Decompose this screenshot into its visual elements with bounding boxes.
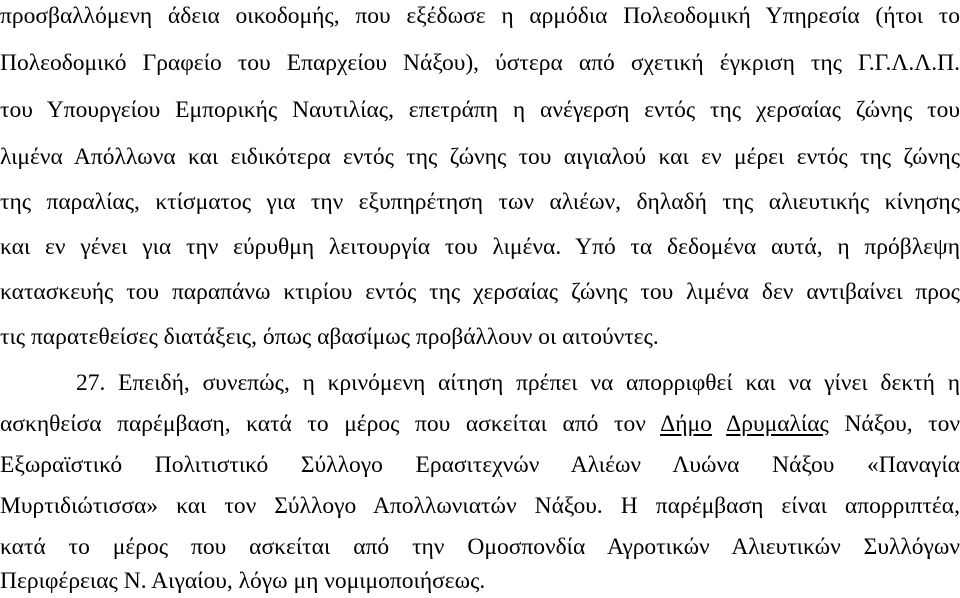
text-line: Μυρτιδιώτισσα» και τον Σύλλογο Απολλωνιατών Νάξου. Η παρέμβαση είναι απορριπτέα, (0, 493, 960, 519)
underlined-text: Δήμο (660, 411, 712, 437)
text-segment: Νάξου, τον (828, 411, 960, 437)
text-segment: ασκηθείσα παρέμβαση, κατά το μέρος που ασκείται από τον (0, 411, 661, 437)
text-line: του Υπουργείου Εμπορικής Ναυτιλίας, επετράπη η ανέγερση εντός της χερσαίας ζώνης του (0, 97, 960, 123)
text-line: κατά το μέρος που ασκείται από την Ομοσπονδία Αγροτικών Αλιευτικών Συλλόγων (0, 534, 960, 560)
paragraph-27-first-line: 27. Επειδή, συνεπώς, η κρινόμενη αίτηση πρέπει να απορριφθεί και να γίνει δεκτή η (76, 370, 960, 396)
underlined-text: Δρυμαλίας (726, 411, 829, 437)
text-line: της παραλίας, κτίσματος για την εξυπηρέτηση των αλιέων, δηλαδή της αλιευτικής κίνησης (0, 189, 960, 215)
text-line: προσβαλλόμενη άδεια οικοδομής, που εξέδωσε η αρμόδια Πολεοδομική Υπηρεσία (ήτοι το (0, 3, 960, 29)
text-line: Πολεοδομικό Γραφείο του Επαρχείου Νάξου), ύστερα από σχετική έγκριση της Γ.Γ.Λ.Λ.Π. (0, 50, 960, 76)
text-line: και εν γένει για την εύρυθμη λειτουργία του λιμένα. Υπό τα δεδομένα αυτά, η πρόβλεψη (0, 234, 960, 260)
text-segment (712, 411, 726, 437)
text-line-last: Περιφέρειας Ν. Αιγαίου, λόγω μη νομιμοποιήσεως. (0, 568, 486, 594)
text-line (0, 409, 960, 439)
text-line: κατασκευής του παραπάνω κτιρίου εντός της χερσαίας ζώνης του λιμένα δεν αντιβαίνει προς (0, 279, 960, 305)
text-line: λιμένα Απόλλωνα και ειδικότερα εντός της ζώνης του αιγιαλού και εν μέρει εντός της ζώνης (0, 144, 960, 170)
text-line: Εξωραϊστικό Πολιτιστικό Σύλλογο Ερασιτεχνών Αλιέων Λυώνα Νάξου «Παναγία (0, 452, 960, 478)
text-line-last: τις παρατεθείσες διατάξεις, όπως αβασίμως προβάλλουν οι αιτούντες. (0, 324, 659, 350)
